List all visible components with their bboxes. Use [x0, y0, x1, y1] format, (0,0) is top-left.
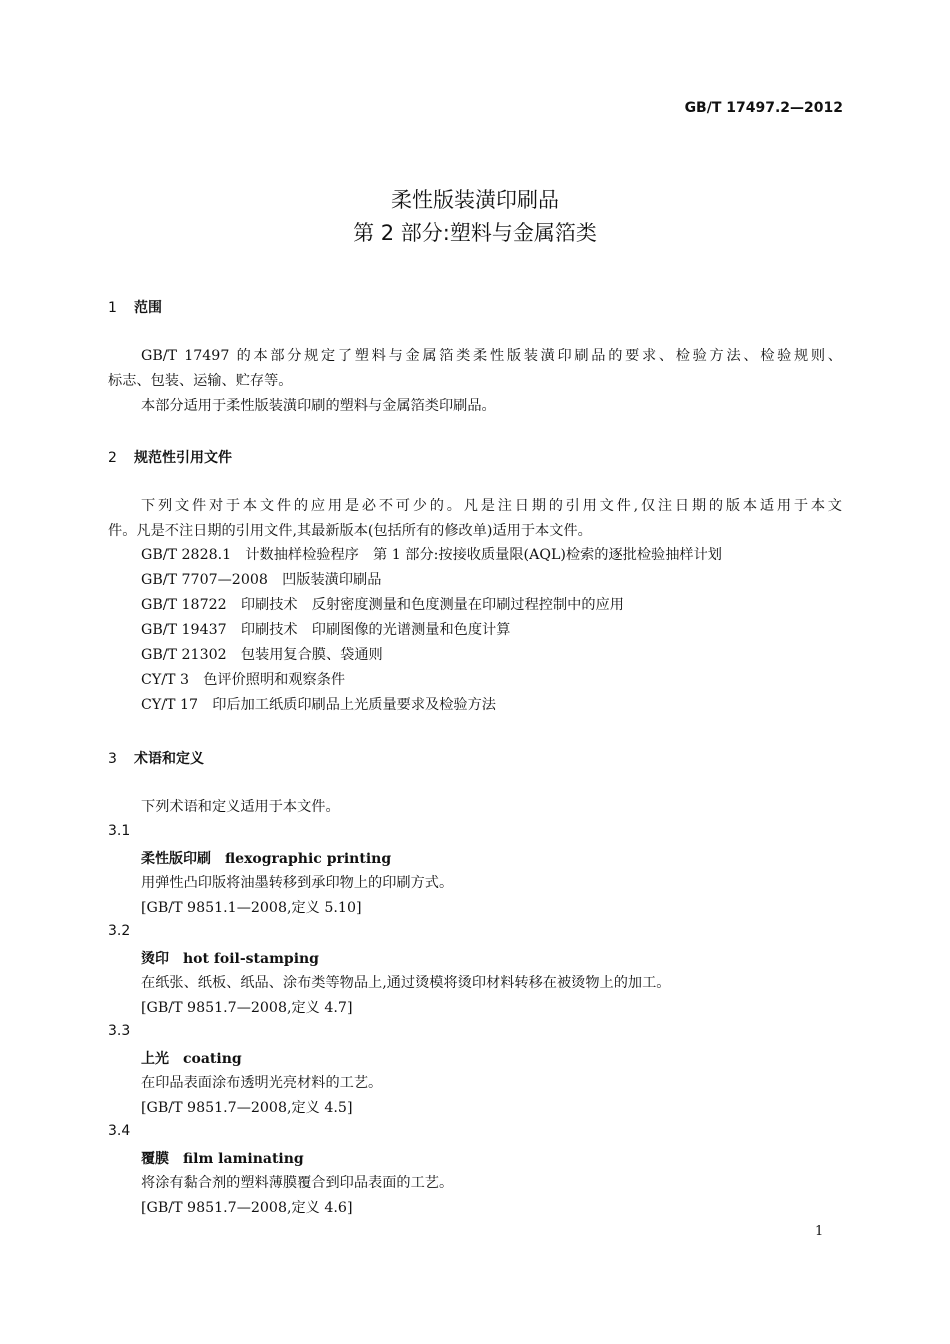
term-definition: 在印品表面涂布透明光亮材料的工艺。: [141, 1075, 383, 1091]
term-number: 3.1: [108, 823, 131, 839]
reference-item: GB/T 19437 印刷技术 印刷图像的光谱测量和色度计算: [141, 622, 511, 638]
term-source: [GB/T 9851.7—2008,定义 4.6]: [141, 1200, 353, 1216]
term-source: [GB/T 9851.7—2008,定义 4.5]: [141, 1100, 353, 1116]
reference-item: CY/T 17 印后加工纸质印刷品上光质量要求及检验方法: [141, 697, 496, 713]
section-heading-scope: [108, 297, 162, 317]
document-title: 柔性版装潢印刷品: [391, 188, 559, 212]
paragraph-line: 标志、包装、运输、贮存等。: [108, 373, 293, 389]
term-name-zh: 覆膜: [141, 1151, 169, 1167]
page-number: 1: [815, 1224, 824, 1239]
paragraph-line: 下列文件对于本文件的应用是必不可少的。凡是注日期的引用文件,仅注日期的版本适用于本文: [141, 498, 842, 514]
reference-item: GB/T 2828.1 计数抽样检验程序 第 1 部分:按接收质量限(AQL)检索的逐批检验抽样计划: [141, 547, 722, 563]
term-definition: 将涂有黏合剂的塑料薄膜覆合到印品表面的工艺。: [141, 1175, 454, 1191]
paragraph: 本部分适用于柔性版装潢印刷的塑料与金属箔类印刷品。: [141, 398, 496, 414]
term-number: 3.2: [108, 923, 131, 939]
section-heading-terms-definitions: [108, 748, 204, 768]
term-name-zh: 上光: [141, 1051, 169, 1067]
section-title: 术语和定义: [134, 751, 204, 767]
section-number: 1: [108, 300, 117, 316]
term-name: [141, 1148, 304, 1168]
reference-item: GB/T 7707—2008 凹版装潢印刷品: [141, 572, 382, 588]
term-name: [141, 1048, 242, 1068]
term-number: 3.4: [108, 1123, 131, 1139]
section-heading-normative-references: [108, 447, 232, 467]
term-number: 3.3: [108, 1023, 131, 1039]
term-name-zh: 柔性版印刷: [141, 851, 211, 867]
term-name-zh: 烫印: [141, 951, 169, 967]
section-title: 范围: [134, 300, 162, 316]
reference-item: CY/T 3 色评价照明和观察条件: [141, 672, 346, 688]
term-name: [141, 948, 319, 968]
document-subtitle: 第 2 部分:塑料与金属箔类: [353, 221, 597, 245]
section-title: 规范性引用文件: [134, 450, 232, 466]
section-number: 2: [108, 450, 117, 466]
reference-item: GB/T 21302 包装用复合膜、袋通则: [141, 647, 383, 663]
term-name-en: hot foil-stamping: [183, 951, 319, 967]
term-name-en: flexographic printing: [225, 851, 392, 867]
term-source: [GB/T 9851.1—2008,定义 5.10]: [141, 900, 362, 916]
reference-item: GB/T 18722 印刷技术 反射密度测量和色度测量在印刷过程控制中的应用: [141, 597, 624, 613]
term-name-en: coating: [183, 1051, 242, 1067]
term-source: [GB/T 9851.7—2008,定义 4.7]: [141, 1000, 353, 1016]
standard-code: GB/T 17497.2—2012: [684, 100, 843, 116]
section-number: 3: [108, 751, 117, 767]
term-name-en: film laminating: [183, 1151, 304, 1167]
paragraph-line: 件。凡是不注日期的引用文件,其最新版本(包括所有的修改单)适用于本文件。: [108, 523, 592, 539]
term-name: [141, 848, 391, 868]
term-definition: 用弹性凸印版将油墨转移到承印物上的印刷方式。: [141, 875, 454, 891]
term-definition: 在纸张、纸板、纸品、涂布类等物品上,通过烫模将烫印材料转移在被烫物上的加工。: [141, 975, 671, 991]
paragraph-line: GB/T 17497 的本部分规定了塑料与金属箔类柔性版装潢印刷品的要求、检验方法、检验规则、: [141, 348, 842, 364]
paragraph: 下列术语和定义适用于本文件。: [141, 799, 340, 815]
